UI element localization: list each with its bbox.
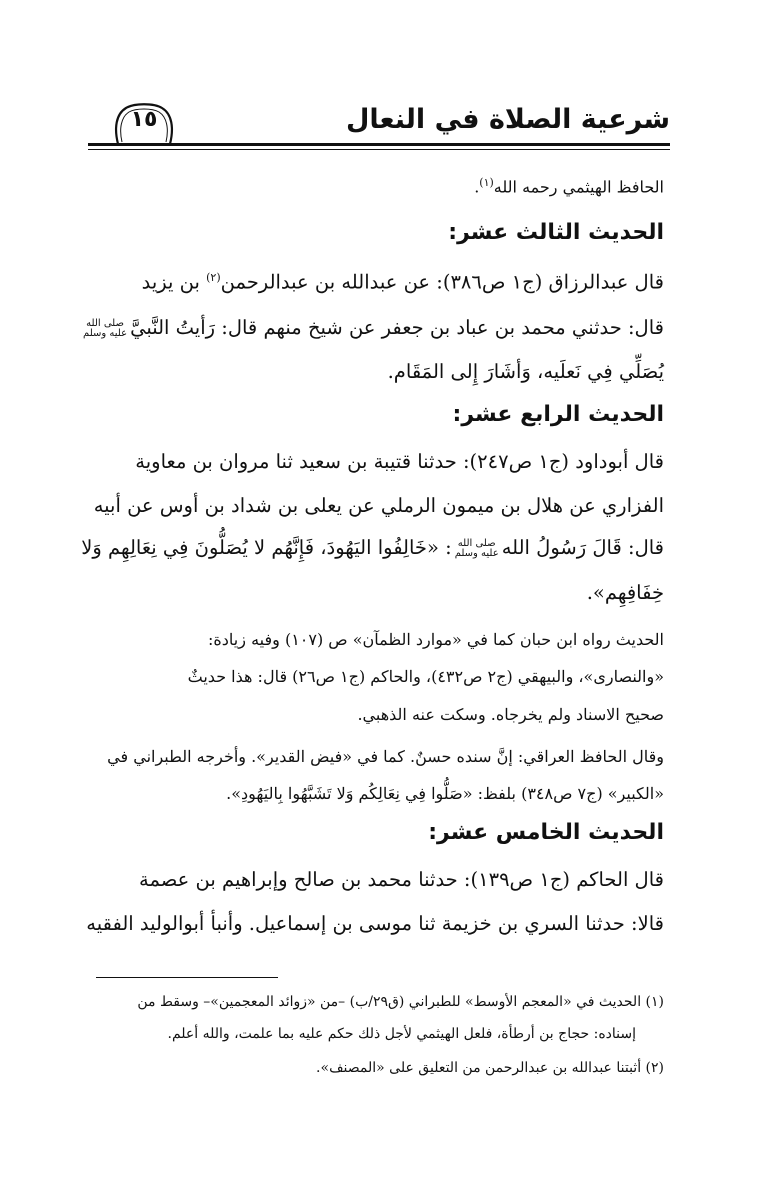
text-line: قال أبوداود (ج١ ص٢٤٧): حدثنا قتيبة بن سعيد ثنا مروان بن معاوية — [135, 450, 664, 473]
line-tail: : «خَالِفُوا اليَهُودَ، فَإِنَّهُم لا يُصَلُّونَ فِي نِعَالِهِم وَلا — [81, 536, 452, 559]
line-text: قال: حدثني محمد بن عباد بن جعفر عن شيخ منهم قال: رَأيتُ النَّبيَّ — [130, 316, 664, 339]
honorific-glyph: صلى الله عليه وسلم — [83, 317, 128, 339]
running-title: شرعية الصلاة في النعال — [345, 104, 670, 135]
text-line: الفزاري عن هلال بن ميمون الرملي عن يعلى بن شداد بن أوس عن أبيه — [93, 494, 664, 517]
footnote-ref: (٢) — [206, 271, 221, 284]
header-rule-thin — [88, 149, 670, 150]
text-line — [92, 176, 664, 196]
text-line: خِفَافِهِم». — [586, 581, 664, 604]
footnote-separator — [96, 977, 278, 978]
page-header — [88, 92, 670, 154]
line-tail: . — [474, 177, 480, 197]
line-text: الحافظ الهيثمي رحمه الله — [493, 177, 664, 197]
text-line — [83, 316, 664, 339]
text-line: يُصَلِّي فِي نَعلَيه، وَأشَارَ إِلى المَقَام. — [387, 360, 664, 383]
footnote-ref: (١) — [479, 176, 494, 189]
text-line: وقال الحافظ العراقي: إنَّ سنده حسنٌ. كما في «فيض القدير». وأخرجه الطبراني في — [107, 747, 664, 766]
section-heading: الحديث الخامس عشر: — [428, 820, 664, 845]
text-line — [92, 272, 664, 292]
text-line: صحيح الاسناد ولم يخرجاه. وسكت عنه الذهبي. — [357, 705, 664, 724]
text-line: «الكبير» (ج٧ ص٣٤٨) بلفظ: «صَلُّوا فِي نِعَالِكُم وَلا تَشَبَّهُوا بِاليَهُودِ». — [226, 784, 664, 803]
header-rule-thick — [88, 143, 670, 146]
section-heading: الحديث الثالث عشر: — [448, 220, 664, 245]
line-tail: بن يزيد — [141, 270, 207, 294]
line-text: قال عبدالرزاق (ج١ ص٣٨٦): عن عبدالله بن عبدالرحمن — [220, 270, 664, 294]
footnote-line: (٢) أثبتنا عبدالله بن عبدالرحمن من التعليق على «المصنف». — [316, 1060, 664, 1076]
text-line: قالا: حدثنا السري بن خزيمة ثنا موسى بن إسماعيل. وأنبأ أبوالوليد الفقيه — [86, 912, 664, 935]
text-line: الحديث رواه ابن حبان كما في «موارد الظمآن» ص (١٠٧) وفيه زيادة: — [208, 630, 664, 649]
text-line — [81, 536, 664, 559]
honorific-glyph: صلى الله عليه وسلم — [454, 537, 499, 559]
line-text: قال: قَالَ رَسُولُ الله — [501, 536, 664, 559]
section-heading: الحديث الرابع عشر: — [452, 402, 664, 427]
text-line: «والنصارى»، والبيهقي (ج٢ ص٤٣٢)، والحاكم (ج١ ص٢٦) قال: هذا حديثٌ — [187, 667, 664, 686]
footnote-line: إسناده: حجاج بن أرطأة، فلعل الهيثمي لأجل ذلك حكم عليه بما علمت، والله أعلم. — [167, 1026, 636, 1042]
page-number: ١٥ — [130, 107, 158, 132]
footnote-line: (١) الحديث في «المعجم الأوسط» للطبراني (ق٢٩/ب) –من «زوائد المعجمين»– وسقط من — [137, 994, 664, 1010]
text-line: قال الحاكم (ج١ ص١٣٩): حدثنا محمد بن صالح وإبراهيم بن عصمة — [139, 868, 664, 891]
